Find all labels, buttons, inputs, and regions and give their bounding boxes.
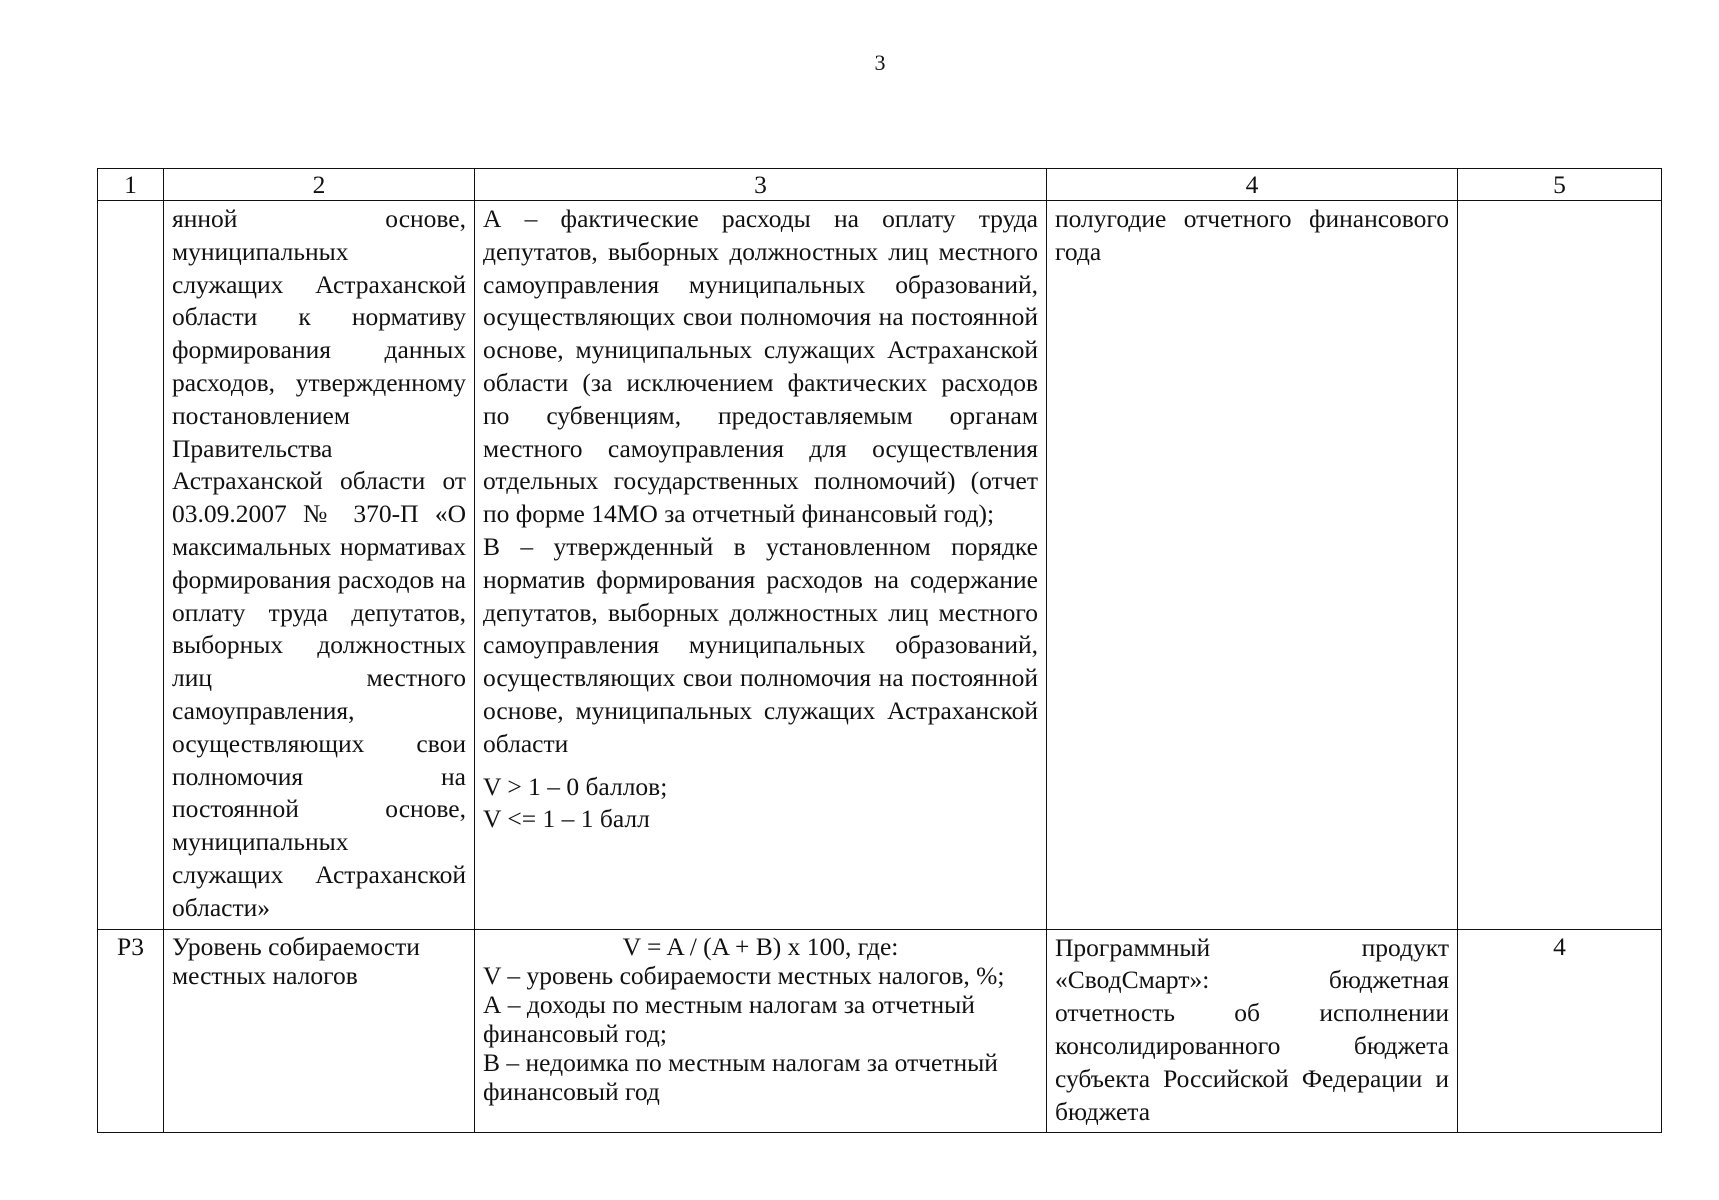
page-number: 3 (874, 50, 886, 75)
row1-score-block (483, 771, 1038, 837)
row2-code: Р3 (98, 929, 164, 1133)
row2-source: Программный продукт «СводСмарт»: бюджетная отчетность об исполнении консолидированного бюджета субъекта Российской Федерации и бюджета (1047, 929, 1458, 1133)
row1-method-cell (475, 201, 1047, 930)
row1-code (98, 201, 164, 930)
row2-indicator: Уровень собираемости местных налогов (164, 929, 475, 1133)
header-col-4: 4 (1047, 169, 1458, 201)
row2-def-b: В – недоимка по местным налогам за отчетный финансовый год (483, 1047, 998, 1106)
header-col-1: 1 (98, 169, 164, 201)
row1-score-1: V > 1 – 0 баллов; (483, 771, 668, 801)
row1-def-a: А – фактические расходы на оплату труда депутатов, выборных должностных лиц местного самоуправления муниципальных образований, осуществляющих свои полномочия на постоянной основе, муниципальных служащих Астраханской области (за исключением фактических расходов по субвенциям, предоставляемым органам местного самоуправления для осуществления отдельных государственных полномочий) (отчет по форме 14МО за отчетный финансовый год); (483, 204, 1038, 529)
row2-formula: V = A / (A + B) x 100, где: (622, 931, 899, 961)
row2-def-v: V – уровень собираемости местных налогов, %; (483, 960, 1005, 990)
header-col-5: 5 (1458, 169, 1662, 201)
row1-score-2: V <= 1 – 1 балл (483, 804, 650, 834)
row1-source: полугодие отчетного финансового года (1047, 201, 1458, 930)
row1-indicator: янной основе, муниципальных служащих Астраханской области к нормативу формирования данных расходов, утвержденному постановлением Правительства Астраханской области от 03.09.2007 № 370-П «О максимальных нормативах формирования расходов на оплату труда депутатов, выборных должностных лиц местного самоуправления, осуществляющих свои полномочия на постоянной основе, муниципальных служащих Астраханской области» (164, 201, 475, 930)
table-row (98, 201, 1662, 930)
criteria-table (97, 168, 1662, 1133)
row2-max-score: 4 (1458, 929, 1662, 1133)
header-col-2: 2 (164, 169, 475, 201)
row2-method-cell (475, 929, 1047, 1133)
table-row (98, 929, 1662, 1133)
row2-def-a: А – доходы по местным налогам за отчетный финансовый год; (483, 989, 975, 1048)
header-col-3: 3 (475, 169, 1047, 201)
row1-max-score (1458, 201, 1662, 930)
row1-def-b: В – утвержденный в установленном порядке норматив формирования расходов на содержание депутатов, выборных должностных лиц местного самоуправления муниципальных образований, осуществляющих свои полномочия на постоянной основе, муниципальных служащих Астраханской области (483, 531, 1038, 758)
table-header-row (98, 169, 1662, 201)
